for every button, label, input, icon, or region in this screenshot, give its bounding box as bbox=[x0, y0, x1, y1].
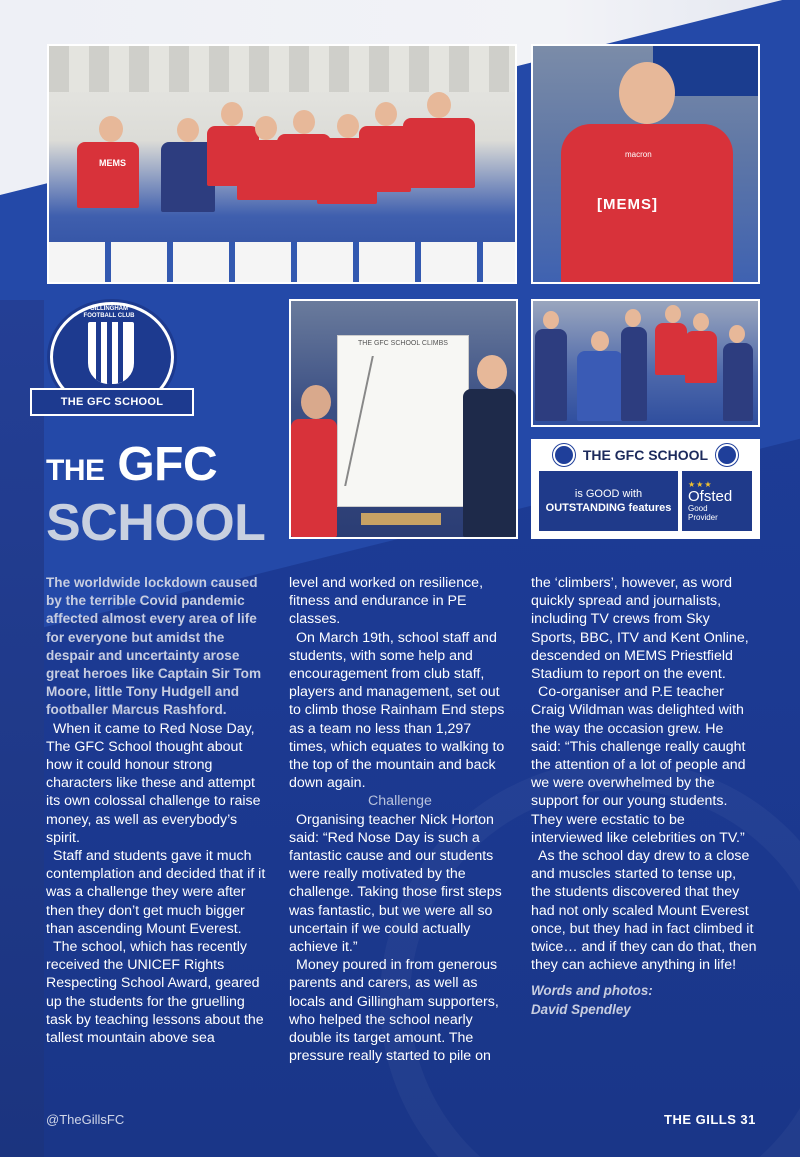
credit-label: Words and photos: bbox=[531, 983, 653, 999]
ofsted-logo bbox=[682, 471, 752, 531]
person-shirt bbox=[621, 327, 647, 421]
paragraph: Co-organiser and P.E teacher Craig Wildman was delighted with the way the occasion grew. He said: “This challenge really caught the attention of a lot of people and we were overwhelmed by the support for our young students. They were ecstatic to be interviewed like celebrities on TV.” bbox=[531, 684, 746, 846]
person-shirt bbox=[535, 329, 567, 421]
person-head bbox=[625, 309, 641, 327]
photo-boy-red-kit bbox=[531, 44, 760, 284]
boy-head bbox=[619, 62, 675, 124]
person-shirt bbox=[577, 351, 623, 421]
article-column-2 bbox=[289, 574, 511, 1065]
person-jacket bbox=[463, 389, 516, 537]
crest-banner: THE GFC SCHOOL bbox=[30, 388, 194, 416]
person-shirt bbox=[77, 142, 139, 208]
shirt-sponsor: [MEMS] bbox=[597, 196, 658, 213]
person-head bbox=[729, 325, 745, 343]
shirt-sponsor: MEMS bbox=[99, 158, 126, 168]
article-column-1 bbox=[46, 574, 272, 1047]
board-text: THE GFC SCHOOL CLIMBS bbox=[358, 340, 448, 347]
person-head bbox=[99, 116, 123, 142]
everest-board bbox=[337, 335, 469, 507]
photo-staff-with-board bbox=[289, 299, 518, 539]
person-head bbox=[177, 118, 199, 142]
person-shirt bbox=[685, 331, 717, 383]
person-head bbox=[477, 355, 507, 389]
person-shirt bbox=[403, 118, 475, 188]
title-school: SCHOOL bbox=[46, 494, 266, 552]
paragraph: On March 19th, school staff and students, with some help and encouragement from club staff, players and management, set out to climb those Rainham End steps as a team no less than 1,297 times, which equates to walking to the top of the mountain and back down again. bbox=[289, 629, 505, 792]
paragraph: As the school day drew to a close and muscles started to tense up, the students discovered that they had not only scaled Mount Everest once, but they had in fact climbed it twice… and if they can do that, then they can achieve anything in life! bbox=[531, 848, 757, 974]
gfc-school-crest bbox=[30, 302, 190, 420]
crest-icon bbox=[553, 444, 575, 466]
magazine-name: THE GILLS bbox=[664, 1112, 737, 1127]
lead-paragraph: The worldwide lockdown caused by the terrible Covid pandemic affected almost every area of life for everyone but amidst the despair and uncertainty arose great heroes like Captain Sir Tom Moore, little Tony Hudgell and footballer Marcus Rashford. bbox=[46, 575, 262, 718]
rating-line-1: is GOOD with bbox=[574, 488, 643, 500]
stars-icon: ★★★ bbox=[688, 480, 713, 489]
paragraph: Staff and students gave it much contemplation and decided that if it was a challenge they were after then they don’t get much bigger than ascending Mount Everest. bbox=[46, 848, 266, 937]
paragraph: When it came to Red Nose Day, The GFC School thought about how it could honour strong characters like these and attempt its own colossal challenge to raise money, as well as everybody’s spirit. bbox=[46, 720, 261, 846]
person-head bbox=[375, 102, 397, 126]
person-head bbox=[221, 102, 243, 126]
ofsted-heading-text: THE GFC SCHOOL bbox=[582, 447, 709, 463]
shirt-maker: macron bbox=[625, 150, 652, 159]
section-subheading: Challenge bbox=[368, 793, 432, 810]
person-head bbox=[337, 114, 359, 138]
photo-group-stands bbox=[47, 44, 517, 284]
ofsted-grade-line-1: Good bbox=[688, 504, 708, 513]
article-title bbox=[46, 440, 286, 550]
social-handle: @TheGillsFC bbox=[46, 1112, 125, 1127]
person-shirt bbox=[655, 323, 687, 375]
crest-icon bbox=[716, 444, 738, 466]
page-footer bbox=[664, 1112, 756, 1127]
paragraph: level and worked on resilience, fitness and endurance in PE classes. bbox=[289, 575, 484, 628]
photo-group-red-noses bbox=[531, 299, 760, 427]
ofsted-body bbox=[539, 471, 752, 531]
person-head bbox=[543, 311, 559, 329]
stand-roof bbox=[49, 46, 515, 92]
title-gfc: GFC bbox=[117, 438, 218, 491]
person-head bbox=[591, 331, 609, 351]
person-head bbox=[427, 92, 451, 118]
rating-statement bbox=[539, 471, 678, 531]
person-head bbox=[301, 385, 331, 419]
person-head bbox=[255, 116, 277, 140]
photo-credit bbox=[531, 982, 757, 1018]
paragraph: Money poured in from generous parents and carers, as well as locals and Gillingham supporters, who helped the school nearly double its target amount. The pressure really started to pile on bbox=[289, 957, 499, 1065]
paragraph: the ‘climbers’, however, as word quickly spread and journalists, including TV crews from Sky Sports, BBC, ITV and Kent Online, descended on MEMS Priestfield Stadium to report on the event. bbox=[531, 575, 749, 683]
person-head bbox=[293, 110, 315, 134]
crest-shield bbox=[86, 320, 136, 386]
page-number: 31 bbox=[740, 1112, 756, 1127]
person-shirt bbox=[723, 343, 753, 421]
ofsted-rating-panel bbox=[531, 439, 760, 539]
paragraph: The school, which has recently received the UNICEF Rights Respecting School Award, geared up the students for the gruelling task by teaching lessons about the tallest mountain above sea bbox=[46, 939, 264, 1047]
person-shirt bbox=[291, 419, 337, 537]
title-the: THE bbox=[46, 454, 105, 487]
crest-club-text: GILLINGHAM FOOTBALL CLUB bbox=[83, 306, 135, 319]
ofsted-brand: Ofsted bbox=[688, 488, 733, 505]
person-head bbox=[665, 305, 681, 323]
article-column-3 bbox=[531, 574, 757, 1019]
paragraph: Organising teacher Nick Horton said: “Red Nose Day is such a fantastic cause and our students were really motivated by the challenge. Taking those first steps was fantastic, but we were all so uncertain if we could actually achieve it.” bbox=[289, 811, 502, 956]
stand-seats bbox=[49, 242, 515, 282]
credit-name: David Spendley bbox=[531, 1001, 631, 1017]
ofsted-grade-line-2: Provider bbox=[688, 513, 718, 522]
rating-line-2: OUTSTANDING features bbox=[545, 502, 672, 514]
side-strip bbox=[0, 300, 44, 1157]
easel bbox=[361, 513, 441, 525]
person-head bbox=[693, 313, 709, 331]
ofsted-panel-heading bbox=[533, 441, 758, 469]
